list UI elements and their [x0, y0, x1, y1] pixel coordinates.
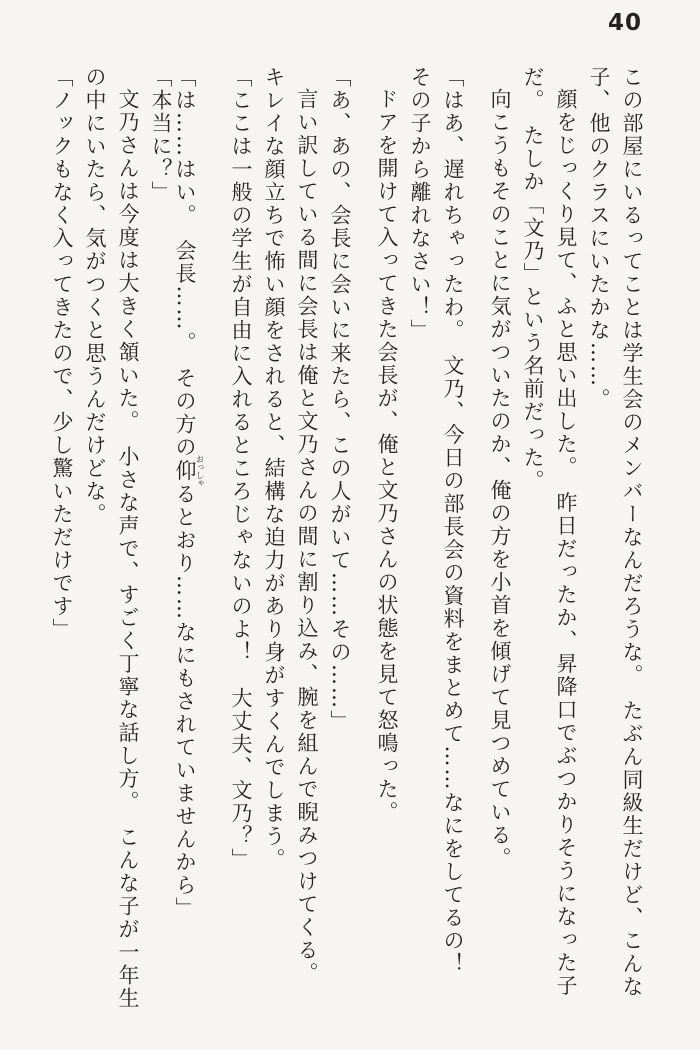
text-column: だ。 たしか「文乃」という名前だった。 — [521, 66, 545, 493]
ruby-reading: おっしゃ — [195, 455, 205, 487]
text-column: 「ここは一般の学生が自由に入れるところじゃないのよ！ 大丈夫、文乃？」 — [229, 66, 253, 871]
text-column: 「はあ、遅れちゃったわ。 文乃、今日の部長会の資料をまとめて……なにをしてるの！ — [441, 66, 465, 976]
text-column: 「あ、あの、会長に会いに来たら、この人がいて……その……」 — [328, 66, 352, 733]
text-column: この部屋にいるってことは学生会のメンバーなんだろうな。 たぶん同級生だけど、こんな — [620, 66, 644, 999]
ruby-base-text: 仰 — [173, 455, 197, 487]
text-column: 子、他のクラスにいたかな……。 — [587, 66, 611, 411]
text-column: の中にいたら、気がつくと思うんだけどな。 — [83, 66, 107, 526]
ruby-post-text: るとおり……なにもされていませんから」 — [173, 483, 197, 920]
text-column: 顔をじっくり見て、ふと思い出した。 昨日だったか、昇降口でぶつかりそうになった子 — [554, 88, 578, 998]
furigana-annotation — [173, 455, 205, 487]
text-column: 「ノックもなく入ってきたので、少し驚いただけです」 — [50, 66, 74, 641]
text-column: 文乃さんは今度は大きく頷いた。 小さな声で、すごく丁寧な話し方。 こんな子が一年生 — [116, 88, 140, 1010]
text-column: ドアを開けて入ってきた会長が、俺と文乃さんの状態を見て怒鳴った。 — [375, 88, 399, 824]
text-column: キレイな顔立ちで怖い顔をされると、結構な迫力があり身がすくんでしまう。 — [262, 66, 286, 871]
text-column: 向こうもそのことに気がついたのか、俺の方を小首を傾げて見つめている。 — [488, 88, 512, 870]
ruby-pre-text: 「は……はい。 会長……。 その方の — [173, 66, 197, 459]
text-column: 言い訳している間に会長は俺と文乃さんの間に割り込み、腕を組んで睨みつけてくる。 — [295, 88, 319, 985]
text-column: 「本当に？」 — [149, 66, 173, 204]
text-columns — [42, 66, 642, 1050]
page-number: 40 — [607, 10, 642, 36]
text-column — [174, 66, 204, 1046]
text-column: その子から離れなさい！」 — [408, 66, 432, 342]
